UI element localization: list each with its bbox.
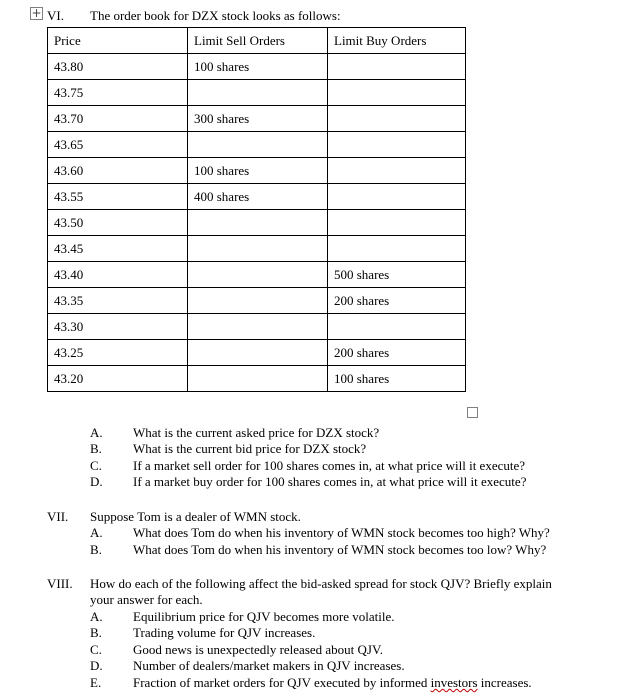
question-6b-letter: B.	[90, 441, 102, 456]
sell-cell	[188, 262, 328, 288]
question-6a-letter: A.	[90, 425, 103, 440]
price-cell: 43.45	[48, 236, 188, 262]
buy-cell: 200 shares	[328, 340, 466, 366]
table-row	[48, 314, 466, 340]
sell-cell: 100 shares	[188, 54, 328, 80]
price-cell: 43.60	[48, 158, 188, 184]
price-cell: 43.75	[48, 80, 188, 106]
table-move-handle[interactable]: +	[31, 6, 42, 20]
sell-cell	[188, 340, 328, 366]
table-row	[48, 366, 466, 392]
spelling-flagged-word[interactable]: investors	[430, 675, 478, 690]
sell-cell: 300 shares	[188, 106, 328, 132]
price-cell: 43.50	[48, 210, 188, 236]
question-8d-text: Number of dealers/market makers in QJV increases.	[133, 658, 405, 673]
section-8-intro-line2: your answer for each.	[90, 592, 203, 607]
question-7b-text: What does Tom do when his inventory of WMN stock becomes too low? Why?	[133, 542, 547, 557]
price-cell: 43.35	[48, 288, 188, 314]
question-6b-text: What is the current bid price for DZX stock?	[133, 441, 367, 456]
price-cell: 43.20	[48, 366, 188, 392]
buy-cell	[328, 314, 466, 340]
table-row	[48, 236, 466, 262]
question-8a-letter: A.	[90, 609, 103, 624]
question-8e-text-before: Fraction of market orders for QJV executed by informed	[133, 675, 431, 690]
buy-cell	[328, 54, 466, 80]
table-row	[48, 288, 466, 314]
question-8e-text-after: increases.	[477, 675, 532, 690]
question-8e-letter: E.	[90, 675, 102, 690]
question-8a-text: Equilibrium price for QJV becomes more volatile.	[133, 609, 395, 624]
question-8b-letter: B.	[90, 625, 102, 640]
price-cell: 43.70	[48, 106, 188, 132]
question-6d-text: If a market buy order for 100 shares comes in, at what price will it execute?	[133, 474, 527, 489]
table-row	[48, 340, 466, 366]
sell-cell: 400 shares	[188, 184, 328, 210]
table-row	[48, 132, 466, 158]
buy-cell	[328, 210, 466, 236]
question-6c-letter: C.	[90, 458, 102, 473]
price-cell: 43.55	[48, 184, 188, 210]
table-row	[48, 54, 466, 80]
price-cell: 43.30	[48, 314, 188, 340]
price-cell: 43.40	[48, 262, 188, 288]
sell-cell	[188, 288, 328, 314]
buy-cell: 500 shares	[328, 262, 466, 288]
buy-cell	[328, 80, 466, 106]
price-header: Price	[48, 28, 188, 54]
buy-cell	[328, 132, 466, 158]
question-8c-text: Good news is unexpectedly released about QJV.	[133, 642, 383, 657]
question-7a-text: What does Tom do when his inventory of WMN stock becomes too high? Why?	[133, 525, 550, 540]
question-8b-text: Trading volume for QJV increases.	[133, 625, 316, 640]
table-resize-handle[interactable]	[467, 407, 478, 418]
question-7b-letter: B.	[90, 542, 102, 557]
table-row	[48, 262, 466, 288]
sell-cell	[188, 210, 328, 236]
buy-cell	[328, 158, 466, 184]
question-6c-text: If a market sell order for 100 shares comes in, at what price will it execute?	[133, 458, 526, 473]
sell-cell	[188, 236, 328, 262]
question-6d-letter: D.	[90, 474, 103, 489]
question-8d-letter: D.	[90, 658, 103, 673]
order-book-table	[47, 27, 466, 392]
sell-cell	[188, 80, 328, 106]
question-8e-text	[133, 675, 532, 691]
section-8-intro-line1: How do each of the following affect the bid-asked spread for stock QJV? Briefly explain	[90, 576, 552, 591]
section-7-intro: Suppose Tom is a dealer of WMN stock.	[90, 509, 301, 524]
buy-cell	[328, 236, 466, 262]
sell-cell	[188, 366, 328, 392]
question-6a-text: What is the current asked price for DZX stock?	[133, 425, 380, 440]
section-8-number: VIII.	[47, 576, 73, 591]
table-row	[48, 210, 466, 236]
sell-cell	[188, 314, 328, 340]
question-8c-letter: C.	[90, 642, 102, 657]
table-row	[48, 106, 466, 132]
table-row	[48, 80, 466, 106]
table-header-row	[48, 28, 466, 54]
price-cell: 43.65	[48, 132, 188, 158]
question-7a-letter: A.	[90, 525, 103, 540]
price-cell: 43.25	[48, 340, 188, 366]
table-row	[48, 184, 466, 210]
buy-cell: 200 shares	[328, 288, 466, 314]
sell-cell	[188, 132, 328, 158]
section-6-number: VI.	[47, 8, 64, 23]
table-row	[48, 158, 466, 184]
price-cell: 43.80	[48, 54, 188, 80]
limit-buy-header: Limit Buy Orders	[328, 28, 466, 54]
limit-sell-header: Limit Sell Orders	[188, 28, 328, 54]
section-7-number: VII.	[47, 509, 69, 524]
sell-cell: 100 shares	[188, 158, 328, 184]
section-6-intro: The order book for DZX stock looks as follows:	[90, 8, 341, 23]
buy-cell	[328, 184, 466, 210]
buy-cell: 100 shares	[328, 366, 466, 392]
buy-cell	[328, 106, 466, 132]
